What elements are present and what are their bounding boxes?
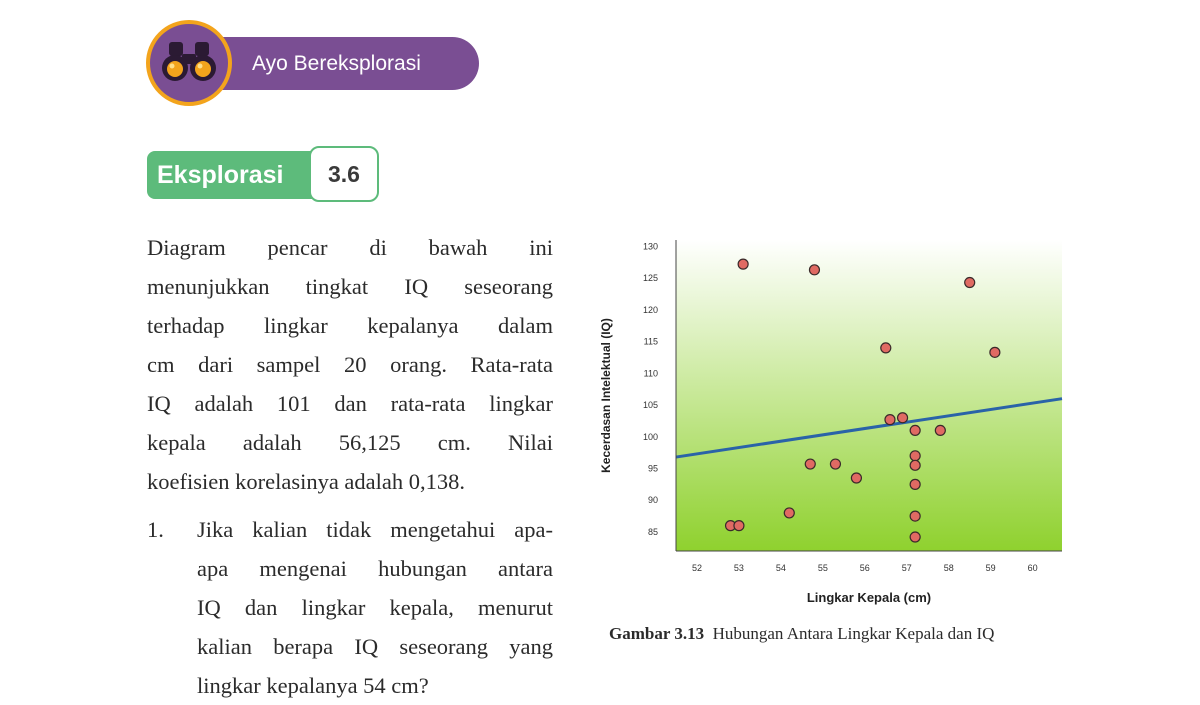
figure-label: Gambar 3.13 (609, 624, 705, 643)
data-point (734, 521, 744, 531)
data-point (910, 425, 920, 435)
paragraph-line: menunjukkan tingkat IQ seseorang (147, 274, 553, 299)
y-tick-label: 130 (642, 241, 658, 252)
paragraph-line: koefisien korelasinya adalah 0,138. (147, 469, 466, 494)
y-tick-label: 100 (642, 431, 658, 442)
data-point (830, 459, 840, 469)
x-tick-label: 57 (901, 563, 912, 573)
binoculars-icon (160, 36, 218, 92)
question-number: 1. (147, 517, 164, 542)
question-line-cut: lingkar kepalanya 54 cm? (197, 673, 429, 698)
x-tick-label: 54 (775, 563, 786, 573)
y-tick-label: 115 (643, 336, 658, 347)
question-line: apa mengenai hubungan antara (197, 556, 553, 581)
y-axis-label: Kecerdasan Intelektual (IQ) (599, 318, 613, 473)
paragraph-line: kepala adalah 56,125 cm. Nilai (147, 430, 553, 455)
question-line: Jika kalian tidak mengetahui apa- (197, 517, 553, 542)
data-point (990, 347, 1000, 357)
x-tick-label: 55 (817, 563, 828, 573)
data-point (910, 451, 920, 461)
data-point (784, 508, 794, 518)
x-tick-label: 56 (859, 563, 870, 573)
plot-area (676, 240, 1062, 551)
ayo-banner-label: Ayo Bereksplorasi (252, 52, 421, 75)
data-point (910, 460, 920, 470)
x-tick-label: 58 (943, 563, 954, 573)
data-point (851, 473, 861, 483)
y-tick-label: 95 (647, 463, 658, 474)
x-tick-label: 59 (985, 563, 996, 573)
data-point (910, 479, 920, 489)
data-point (809, 265, 819, 275)
question-line: IQ dan lingkar kepala, menurut (197, 595, 553, 620)
y-tick-label: 125 (642, 273, 658, 284)
y-tick-label: 85 (647, 526, 658, 537)
y-tick-label: 120 (642, 304, 658, 315)
x-tick-label: 60 (1027, 563, 1038, 573)
data-point (965, 278, 975, 288)
x-tick-label: 52 (691, 563, 702, 573)
data-point (935, 425, 945, 435)
paragraph-line: Diagram pencar di bawah ini (147, 235, 553, 260)
y-tick-label: 90 (647, 495, 658, 506)
data-point (738, 259, 748, 269)
data-point (910, 532, 920, 542)
x-tick-label: 53 (733, 563, 744, 573)
exploration-number: 3.6 (309, 146, 379, 202)
paragraph-line: cm dari sampel 20 orang. Rata-rata (147, 352, 553, 377)
y-tick-label: 110 (643, 368, 658, 379)
paragraph-line: terhadap lingkar kepalanya dalam (147, 313, 553, 338)
scatter-chart (590, 230, 1070, 615)
figure-caption-text: Hubungan Antara Lingkar Kepala dan IQ (712, 624, 995, 643)
y-tick-label: 105 (642, 400, 658, 411)
data-point (885, 415, 895, 425)
data-point (898, 413, 908, 423)
figure-caption (609, 624, 994, 644)
data-point (805, 459, 815, 469)
question-line: kalian berapa IQ seseorang yang (197, 634, 553, 659)
exploration-label: Eksplorasi (157, 161, 284, 189)
x-axis-label: Lingkar Kepala (cm) (806, 590, 932, 605)
data-point (910, 511, 920, 521)
paragraph-line: IQ adalah 101 dan rata-rata lingkar (147, 391, 553, 416)
ayo-badge (146, 20, 232, 106)
data-point (881, 343, 891, 353)
